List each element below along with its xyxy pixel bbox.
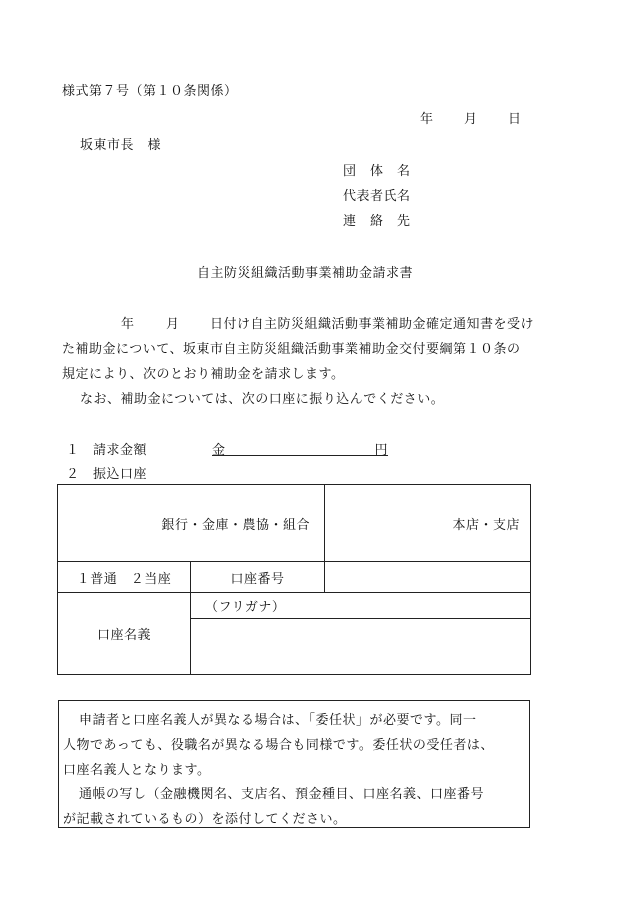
branch-name-cell[interactable] <box>325 485 531 562</box>
account-number-label-cell <box>191 562 325 593</box>
account-holder-cell[interactable] <box>191 619 531 675</box>
account-holder-label: 口座名義 <box>96 628 151 643</box>
addressee: 坂東市長 様 <box>80 138 162 153</box>
document-title: 自主防災組織活動事業補助金請求書 <box>197 266 414 281</box>
notice-box <box>58 700 530 828</box>
notice-line-2: 人物であっても、役職名が異なる場合も同様です。委任状の受任者は、 <box>63 738 494 753</box>
contact-label: 連 絡 先 <box>343 214 411 229</box>
account-type-label: １普通 ２当座 <box>76 571 172 587</box>
account-number-label: 口座番号 <box>230 571 285 587</box>
item1-number: １ <box>66 443 80 458</box>
furigana-cell[interactable] <box>191 593 531 619</box>
branch-types-label: 本店・支店 <box>452 517 521 533</box>
body-month-label: 月 <box>166 317 180 332</box>
account-number-cell[interactable] <box>325 562 531 593</box>
representative-label: 代表者氏名 <box>343 189 411 204</box>
bank-types-label: 銀行・金庫・農協・組合 <box>161 517 311 533</box>
notice-line-4: 通帳の写し（金融機関名、支店名、預金種目、口座名義、口座番号 <box>79 787 485 802</box>
bank-account-table <box>57 484 531 675</box>
item1-label: 請求金額 <box>93 443 148 458</box>
account-holder-label-cell <box>58 593 191 675</box>
account-type-cell[interactable] <box>58 562 191 593</box>
form-number: 様式第７号（第１０条関係） <box>62 84 238 99</box>
amount-field[interactable] <box>212 439 388 456</box>
amount-unit: 円 <box>374 443 388 458</box>
body-year-label: 年 <box>121 317 135 332</box>
notice-line-3: 口座名義人となります。 <box>63 763 211 778</box>
item2-number: ２ <box>66 467 80 482</box>
notice-line-1: 申請者と口座名義人が異なる場合は、「委任状」が必要です。同一 <box>79 713 477 728</box>
body-line-1: 日付け自主防災組織活動事業補助金確定通知書を受け <box>210 317 535 332</box>
notice-line-5: が記載されているもの）を添付してください。 <box>63 812 347 827</box>
date-day-label: 日 <box>508 112 522 127</box>
item2-label: 振込口座 <box>93 467 148 482</box>
bank-name-cell[interactable] <box>58 485 325 562</box>
furigana-label: （フリガナ） <box>205 600 286 615</box>
body-line-2: た補助金について、坂東市自主防災組織活動事業補助金交付要綱第１０条の <box>62 342 521 357</box>
body-line-3: 規定により、次のとおり補助金を請求します。 <box>62 367 345 382</box>
body-line-4: なお、補助金については、次の口座に振り込んでください。 <box>80 392 445 407</box>
group-name-label: 団 体 名 <box>343 164 411 179</box>
date-month-label: 月 <box>464 112 478 127</box>
amount-prefix: 金 <box>212 443 226 458</box>
date-year-label: 年 <box>420 112 434 127</box>
